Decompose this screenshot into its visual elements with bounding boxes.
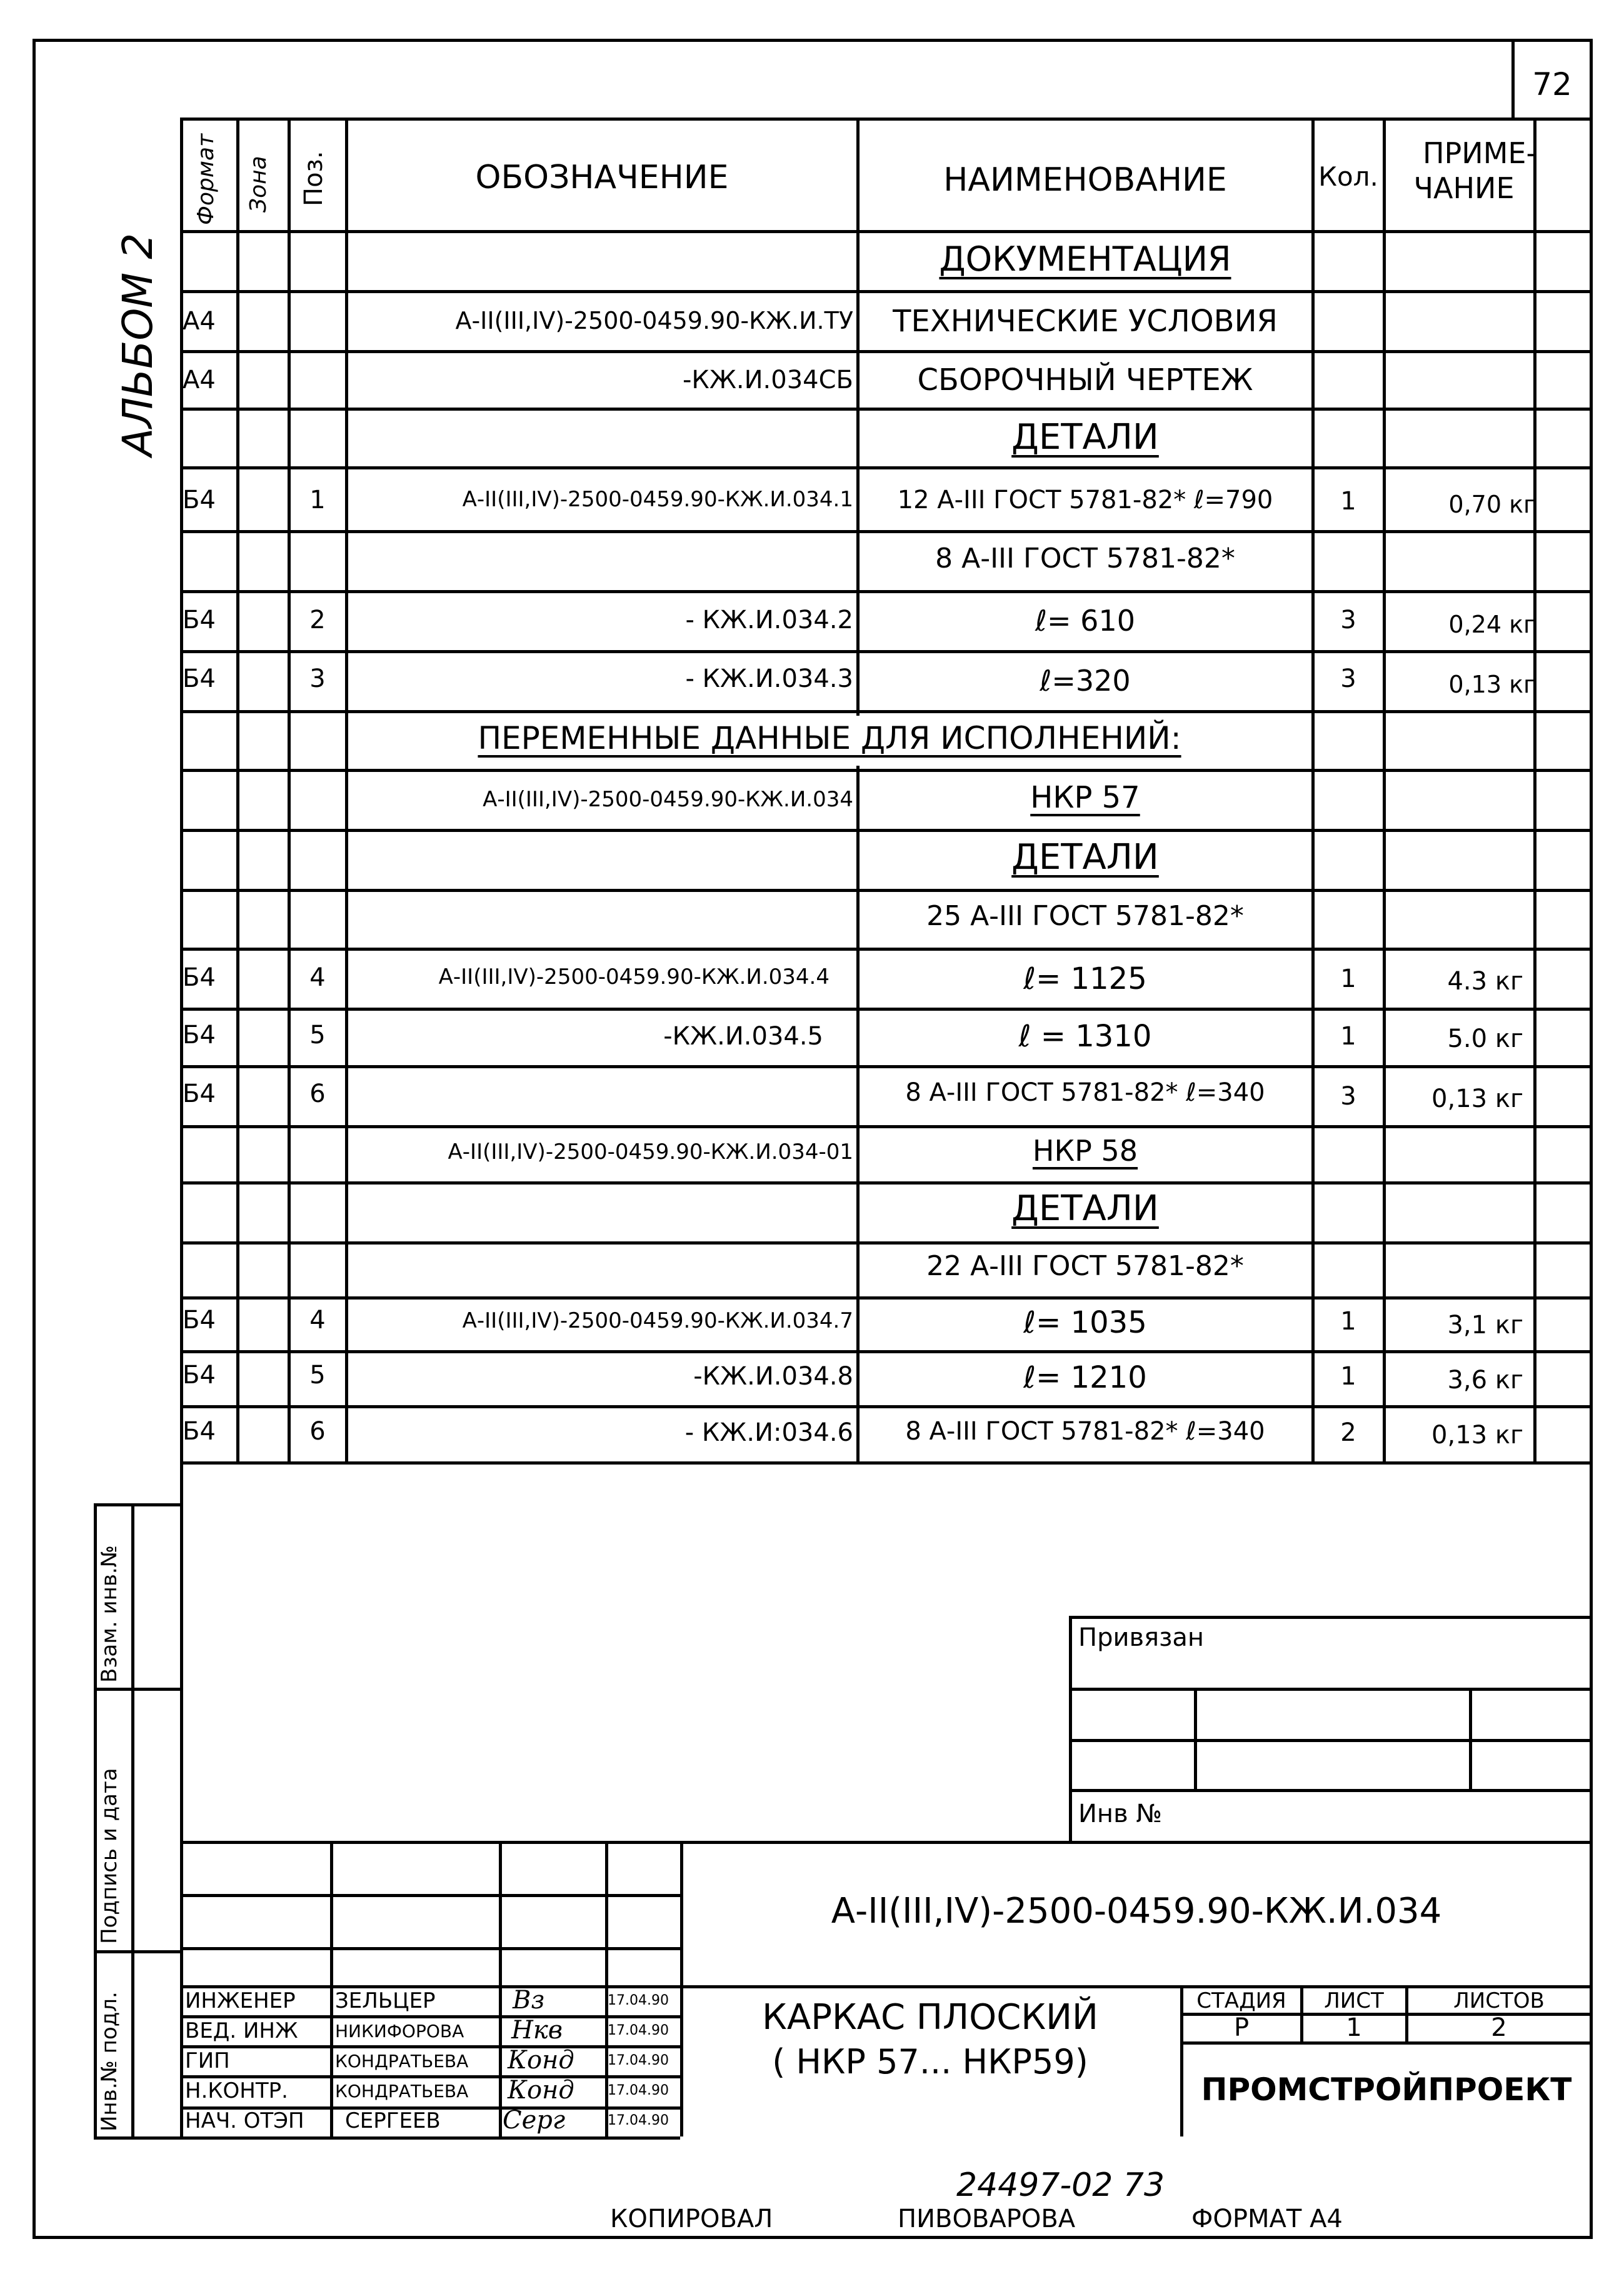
- row-designation: - КЖ.И:034.6: [684, 1418, 853, 1447]
- signature: Нкв: [511, 2016, 563, 2045]
- privyazan-label: Привязан: [1078, 1623, 1205, 1652]
- copier-name: ПИВОВАРОВА: [898, 2205, 1076, 2233]
- header-designation: ОБОЗНАЧЕНИЕ: [475, 159, 729, 196]
- table-bottom: [180, 2136, 680, 2140]
- sheets-value: 2: [1491, 2013, 1507, 2042]
- header-format: Формат: [193, 133, 219, 225]
- row-pos: 2: [309, 606, 326, 634]
- row-format: Б4: [183, 606, 216, 634]
- row-designation: -КЖ.И.034.8: [693, 1362, 853, 1391]
- header-name: НАИМЕНОВАНИЕ: [943, 161, 1227, 199]
- row-name: ℓ= 1210: [1023, 1360, 1147, 1395]
- signer-date: 17.04.90: [608, 2053, 669, 2068]
- stage-label: СТАДИЯ: [1196, 1988, 1286, 2013]
- row-format: Б4: [183, 1361, 216, 1390]
- row-note: 0,13 кг: [1431, 1421, 1523, 1450]
- row-format: Б4: [183, 1306, 216, 1335]
- page-number: 72: [1532, 66, 1572, 103]
- row-format: Б4: [183, 486, 216, 514]
- variant-label: НКР 57: [1030, 780, 1140, 815]
- row-designation: А-II(III,IV)-2500-0459.90-КЖ.И.ТУ: [455, 307, 853, 334]
- signer-date: 17.04.90: [608, 2023, 669, 2038]
- row-designation: А-II(III,IV)-2500-0459.90-КЖ.И.034.7: [462, 1308, 853, 1333]
- row-name: ℓ= 1125: [1023, 961, 1147, 996]
- signature: Серг: [503, 2106, 566, 2135]
- row-qty: 1: [1340, 1022, 1356, 1051]
- row-format: Б4: [183, 963, 216, 992]
- variants-heading: ПЕРЕМЕННЫЕ ДАННЫЕ ДЛЯ ИСПОЛНЕНИЙ:: [478, 720, 1181, 756]
- drawing-subtitle: ( НКР 57... НКР59): [772, 2042, 1088, 2081]
- variant-label: НКР 58: [1032, 1134, 1138, 1168]
- row-pos: 6: [309, 1417, 326, 1446]
- signer-role: ИНЖЕНЕР: [185, 1988, 296, 2013]
- row-qty: 3: [1340, 1082, 1356, 1111]
- header-zone: Зона: [246, 156, 271, 213]
- section-heading: ДОКУМЕНТАЦИЯ: [939, 239, 1231, 279]
- row-name: ℓ = 1310: [1018, 1019, 1152, 1054]
- row-format: А4: [183, 307, 216, 336]
- row-format: А4: [183, 366, 216, 394]
- row-pos: 3: [309, 664, 326, 693]
- row-qty: 3: [1340, 664, 1356, 693]
- row-note: 3,1 кг: [1447, 1311, 1523, 1340]
- sheet-label: ЛИСТ: [1324, 1988, 1384, 2013]
- signer-date: 17.04.90: [608, 1993, 669, 2008]
- header-note-1: ПРИМЕ-: [1422, 136, 1537, 170]
- signer-role: ВЕД. ИНЖ: [185, 2018, 298, 2043]
- row-name: 12 А-III ГОСТ 5781-82* ℓ=790: [897, 486, 1273, 514]
- row-designation: А-II(III,IV)-2500-0459.90-КЖ.И.034-01: [448, 1139, 853, 1165]
- row-pos: 5: [309, 1021, 326, 1049]
- row-name: ℓ=320: [1040, 664, 1131, 698]
- document-code: А-II(III,IV)-2500-0459.90-КЖ.И.034: [831, 1891, 1442, 1931]
- spec-table-top: [180, 118, 1593, 121]
- row-qty: 1: [1340, 1362, 1356, 1391]
- side-inv-podl: Инв.№ подл.: [97, 1991, 122, 2131]
- row-note: 0,70 кг: [1448, 491, 1536, 518]
- row-pos: 5: [309, 1361, 326, 1390]
- signer-name: СЕРГЕЕВ: [345, 2108, 441, 2133]
- row-designation: - КЖ.И.034.3: [685, 664, 853, 693]
- header-qty: Кол.: [1318, 161, 1378, 192]
- row-note: 3,6 кг: [1447, 1366, 1523, 1395]
- header-pos: Поз.: [299, 151, 328, 206]
- row-pos: 4: [309, 1306, 326, 1335]
- archive-number: 24497-02 73: [956, 2166, 1165, 2204]
- row-qty: 3: [1340, 606, 1356, 634]
- row-designation: А-II(III,IV)-2500-0459.90-КЖ.И.034.1: [462, 487, 853, 512]
- row-name: ℓ= 610: [1035, 604, 1135, 638]
- row-format: Б4: [183, 1417, 216, 1446]
- stage-value: Р: [1233, 2013, 1250, 2042]
- signature: Конд: [508, 2046, 574, 2075]
- organization: ПРОМСТРОЙПРОЕКТ: [1201, 2071, 1572, 2108]
- row-name: ТЕХНИЧЕСКИЕ УСЛОВИЯ: [893, 304, 1278, 339]
- drawing-title: КАРКАС ПЛОСКИЙ: [762, 1997, 1098, 2038]
- signer-name: ЗЕЛЬЦЕР: [335, 1988, 436, 2013]
- row-pos: 4: [309, 963, 326, 992]
- side-podpis-data: Подпись и дата: [97, 1768, 122, 1944]
- row-name: 8 А-III ГОСТ 5781-82* ℓ=340: [905, 1078, 1265, 1107]
- row-name: ℓ= 1035: [1023, 1305, 1147, 1340]
- section-heading: ДЕТАЛИ: [1011, 1188, 1159, 1229]
- row-note: 5.0 кг: [1447, 1024, 1523, 1053]
- signer-name: КОНДРАТЬЕВА: [335, 2051, 469, 2071]
- row-note: 0,13 кг: [1431, 1084, 1523, 1113]
- copied-label: КОПИРОВАЛ: [610, 2205, 773, 2233]
- row-note: 0,24 кг: [1448, 611, 1536, 638]
- row-name: 25 А-III ГОСТ 5781-82*: [926, 900, 1244, 932]
- section-heading: ДЕТАЛИ: [1011, 417, 1159, 458]
- row-qty: 1: [1340, 964, 1356, 993]
- signature: Конд: [508, 2076, 574, 2105]
- sheet-value: 1: [1346, 2013, 1362, 2042]
- row-format: Б4: [183, 664, 216, 693]
- row-pos: 1: [309, 486, 326, 514]
- signer-role: Н.КОНТР.: [185, 2078, 288, 2103]
- row-qty: 2: [1340, 1418, 1356, 1447]
- side-vzam-inv: Взам. инв.№: [97, 1545, 122, 1683]
- row-pos: 6: [309, 1079, 326, 1108]
- signer-role: ГИП: [185, 2048, 230, 2073]
- row-note: 4.3 кг: [1447, 967, 1523, 996]
- spec-header-bottom: [180, 230, 1593, 233]
- row-designation: А-II(III,IV)-2500-0459.90-КЖ.И.034: [483, 787, 853, 812]
- section-heading: ДЕТАЛИ: [1011, 837, 1159, 878]
- row-designation: -КЖ.И.034СБ: [683, 366, 853, 394]
- row-note: 0,13 кг: [1448, 671, 1536, 698]
- signer-role: НАЧ. ОТЭП: [185, 2108, 304, 2133]
- row-format: Б4: [183, 1021, 216, 1049]
- inv-no-label: Инв №: [1078, 1800, 1162, 1828]
- row-format: Б4: [183, 1079, 216, 1108]
- signature: Вз: [513, 1986, 545, 2015]
- signer-date: 17.04.90: [608, 2083, 669, 2098]
- signer-date: 17.04.90: [608, 2113, 669, 2128]
- row-name: 8 А-III ГОСТ 5781-82* ℓ=340: [905, 1417, 1265, 1446]
- album-label: АЛЬБОМ 2: [114, 233, 162, 456]
- row-designation: - КЖ.И.034.2: [685, 606, 853, 634]
- signer-name: НИКИФОРОВА: [335, 2021, 464, 2041]
- row-qty: 1: [1340, 487, 1356, 516]
- header-note-2: ЧАНИЕ: [1413, 171, 1515, 205]
- row-designation: А-II(III,IV)-2500-0459.90-КЖ.И.034.4: [438, 964, 830, 989]
- row-name: СБОРОЧНЫЙ ЧЕРТЕЖ: [917, 363, 1253, 398]
- sheet-format: ФОРМАТ А4: [1191, 2205, 1343, 2233]
- row-qty: 1: [1340, 1307, 1356, 1336]
- row-designation: -КЖ.И.034.5: [663, 1022, 823, 1051]
- signer-name: КОНДРАТЬЕВА: [335, 2081, 469, 2101]
- row-name: 8 А-III ГОСТ 5781-82*: [935, 543, 1235, 574]
- row-name: 22 А-III ГОСТ 5781-82*: [926, 1250, 1244, 1282]
- sheets-label: ЛИСТОВ: [1453, 1988, 1545, 2013]
